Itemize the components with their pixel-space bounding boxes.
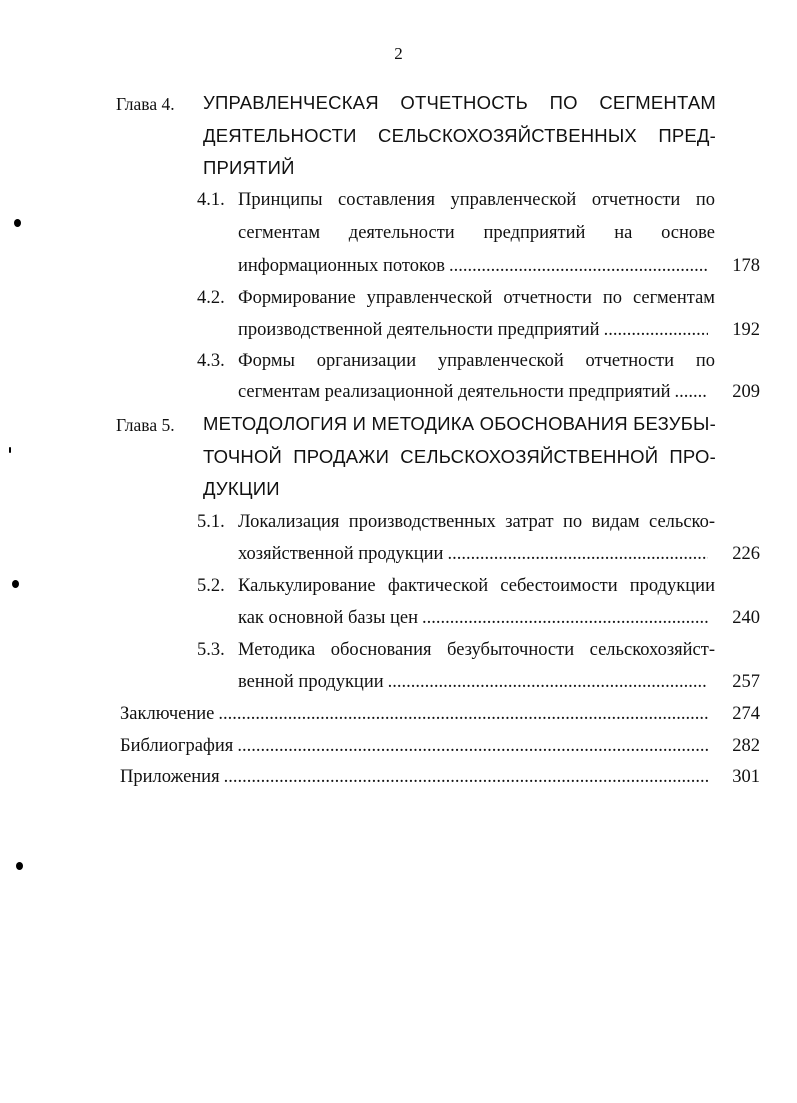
chapter-5-title-line-2: ТОЧНОЙ ПРОДАЖИ СЕЛЬСКОХОЗЯЙСТВЕННОЙ ПРО-	[203, 446, 716, 467]
section-5-3-page: 257	[732, 672, 760, 692]
section-5-1-line-2-text: хозяйственной продукции	[238, 544, 444, 564]
section-4-1-line-3-text: информационных потоков	[238, 256, 445, 276]
section-4-3-line-2	[238, 381, 708, 403]
section-4-2-line-2	[238, 319, 708, 341]
chapter-4-label: Глава 4.	[116, 94, 175, 114]
scan-speck	[12, 580, 19, 588]
dot-leader	[218, 703, 708, 725]
chapter-5-label: Глава 5.	[116, 415, 175, 435]
section-4-1-page: 178	[732, 256, 760, 276]
back-matter-bibliography-label: Библиография	[120, 736, 234, 756]
section-5-1-number: 5.1.	[197, 512, 225, 532]
chapter-5-title-line-3: ДУКЦИИ	[203, 478, 280, 499]
chapter-4-title-line-1: УПРАВЛЕНЧЕСКАЯ ОТЧЕТНОСТЬ ПО СЕГМЕНТАМ	[203, 92, 716, 113]
section-5-2-line-1: Калькулирование фактической себестоимости продукции	[238, 576, 715, 596]
dot-leader	[388, 671, 708, 693]
dot-leader	[447, 543, 708, 565]
section-5-1-line-1: Локализация производственных затрат по видам сельско-	[238, 512, 715, 532]
section-4-3-page: 209	[732, 382, 760, 402]
dot-leader	[422, 607, 708, 629]
section-4-3-line-1: Формы организации управленческой отчетности по	[238, 351, 715, 371]
back-matter-bibliography-page: 282	[732, 736, 760, 756]
back-matter-conclusion	[120, 703, 708, 725]
section-4-2-line-2-text: производственной деятельности предприятий	[238, 320, 600, 340]
section-5-3-line-2	[238, 671, 708, 693]
dot-leader	[604, 319, 708, 341]
section-5-1-line-2	[238, 543, 708, 565]
back-matter-conclusion-label: Заключение	[120, 704, 215, 724]
section-4-1-line-3	[238, 255, 708, 277]
back-matter-appendices-label: Приложения	[120, 767, 220, 787]
scan-speck	[16, 862, 23, 870]
page-number: 2	[394, 44, 403, 63]
section-5-2-number: 5.2.	[197, 576, 225, 596]
dot-leader	[224, 766, 708, 788]
section-5-2-line-2-text: как основной базы цен	[238, 608, 419, 628]
dot-leader	[237, 735, 708, 757]
back-matter-bibliography	[120, 735, 708, 757]
section-4-2-line-1: Формирование управленческой отчетности по сегментам	[238, 288, 715, 308]
section-4-2-number: 4.2.	[197, 288, 225, 308]
section-4-3-number: 4.3.	[197, 351, 225, 371]
chapter-4-title-line-3: ПРИЯТИЙ	[203, 157, 295, 178]
section-4-1-line-1: Принципы составления управленческой отчетности по	[238, 190, 715, 210]
dot-leader	[449, 255, 708, 277]
back-matter-conclusion-page: 274	[732, 704, 760, 724]
chapter-5-title-line-1: МЕТОДОЛОГИЯ И МЕТОДИКА ОБОСНОВАНИЯ БЕЗУБЫ-	[203, 413, 716, 434]
section-4-2-page: 192	[732, 320, 760, 340]
section-5-3-line-1: Методика обоснования безубыточности сельскохозяйст-	[238, 640, 715, 660]
section-4-1-line-2: сегментам деятельности предприятий на основе	[238, 223, 715, 243]
section-5-1-page: 226	[732, 544, 760, 564]
scan-speck	[9, 447, 11, 453]
section-4-3-line-2-text: сегментам реализационной деятельности предприятий	[238, 382, 671, 402]
section-5-3-line-2-text: венной продукции	[238, 672, 384, 692]
section-5-3-number: 5.3.	[197, 640, 225, 660]
section-4-1-number: 4.1.	[197, 190, 225, 210]
dot-leader	[675, 381, 708, 403]
section-5-2-line-2	[238, 607, 708, 629]
back-matter-appendices	[120, 766, 708, 788]
back-matter-appendices-page: 301	[732, 767, 760, 787]
section-5-2-page: 240	[732, 608, 760, 628]
scan-speck	[14, 219, 21, 227]
chapter-4-title-line-2: ДЕЯТЕЛЬНОСТИ СЕЛЬСКОХОЗЯЙСТВЕННЫХ ПРЕД-	[203, 125, 716, 146]
